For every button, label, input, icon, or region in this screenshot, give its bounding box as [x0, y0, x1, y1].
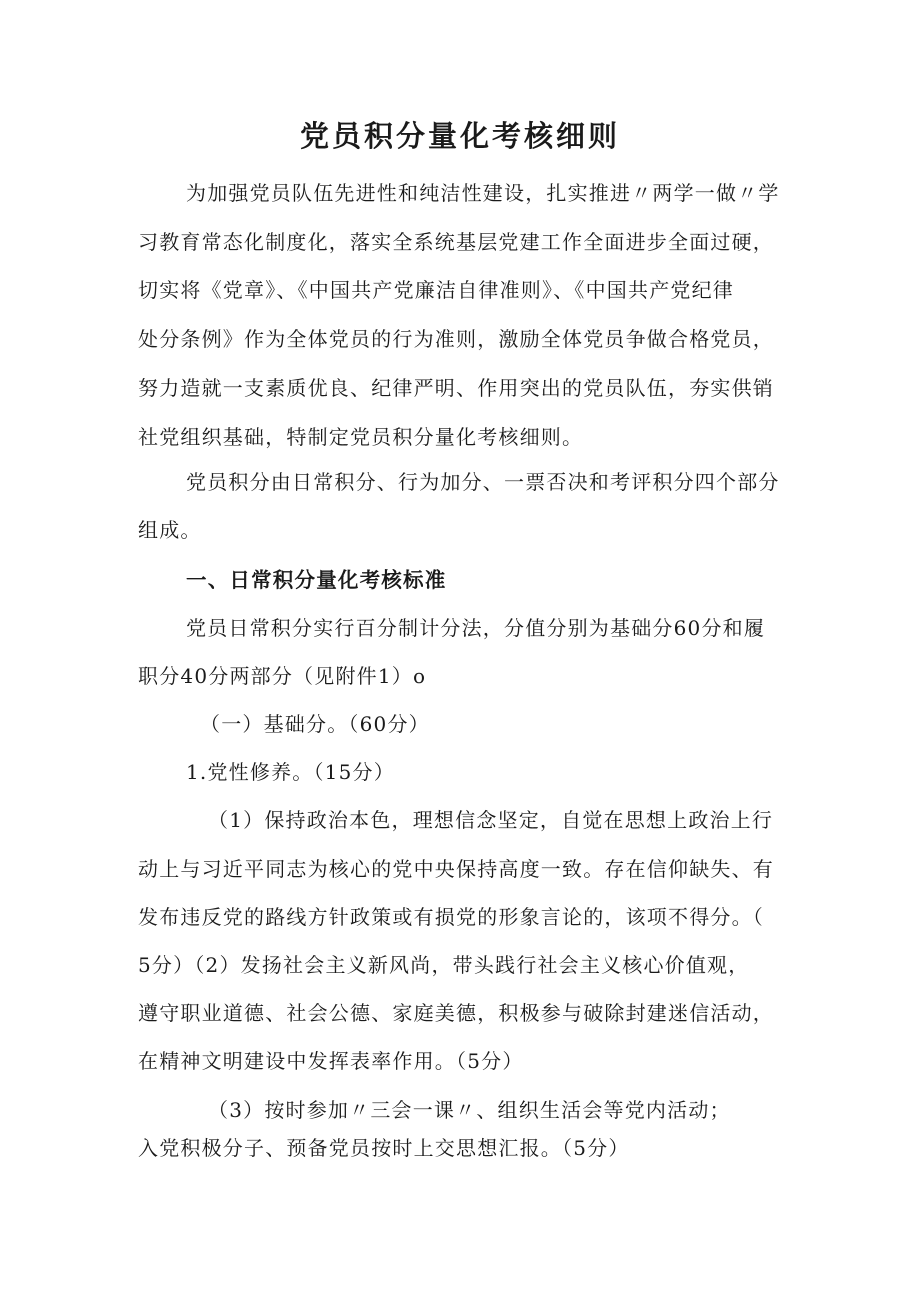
paragraph-line: 处分条例》作为全体党员的行为准则，激励全体党员争做合格党员，: [138, 327, 774, 351]
paragraph-line: 为加强党员队伍先进性和纯洁性建设，扎实推进〃两学一做〃学: [186, 181, 780, 205]
paragraph-line: 切实将《党章》、《中国共产党廉洁自律准则》、《中国共产党纪律: [138, 278, 734, 302]
paragraph-line: 组成。: [138, 518, 202, 542]
section-heading: 一、日常积分量化考核标准: [186, 568, 447, 592]
paragraph-line: 发布违反党的路线方针政策或有损党的形象言论的，该项不得分。（: [138, 905, 764, 929]
paragraph-line: 社党组织基础，特制定党员积分量化考核细则。: [138, 425, 584, 449]
paragraph-line: （1）保持政治本色，理想信念坚定，自觉在思想上政治上行: [208, 808, 774, 832]
paragraph-line: 习教育常态化制度化，落实全系统基层党建工作全面进步全面过硬，: [138, 230, 774, 254]
paragraph-line: 入党积极分子、预备党员按时上交思想汇报。（5分）: [138, 1136, 630, 1160]
paragraph-line: 动上与习近平同志为核心的党中央保持高度一致。存在信仰缺失、有: [138, 857, 774, 881]
subsection-heading: （一）基础分。（60分）: [200, 712, 430, 736]
paragraph-line: 党员日常积分实行百分制计分法，分值分别为基础分60分和履: [186, 616, 766, 640]
paragraph-line: 职分40分两部分（见附件1）o: [138, 664, 427, 688]
paragraph-line: 遵守职业道德、社会公德、家庭美德，积极参与破除封建迷信活动，: [138, 1001, 774, 1025]
item-heading: 1.党性修养。（15分）: [186, 760, 395, 784]
paragraph-line: （3）按时参加〃三会一课〃、组织生活会等党内活动；: [208, 1098, 731, 1122]
document-title: 党员积分量化考核细则: [299, 119, 620, 153]
paragraph-line: 在精神文明建设中发挥表率作用。（5分）: [138, 1049, 524, 1073]
paragraph-line: 努力造就一支素质优良、纪律严明、作用突出的党员队伍，夯实供销: [138, 376, 774, 400]
paragraph-line: 5分）（2）发扬社会主义新风尚，带头践行社会主义核心价值观，: [138, 953, 750, 977]
paragraph-line: 党员积分由日常积分、行为加分、一票否决和考评积分四个部分: [186, 470, 780, 494]
